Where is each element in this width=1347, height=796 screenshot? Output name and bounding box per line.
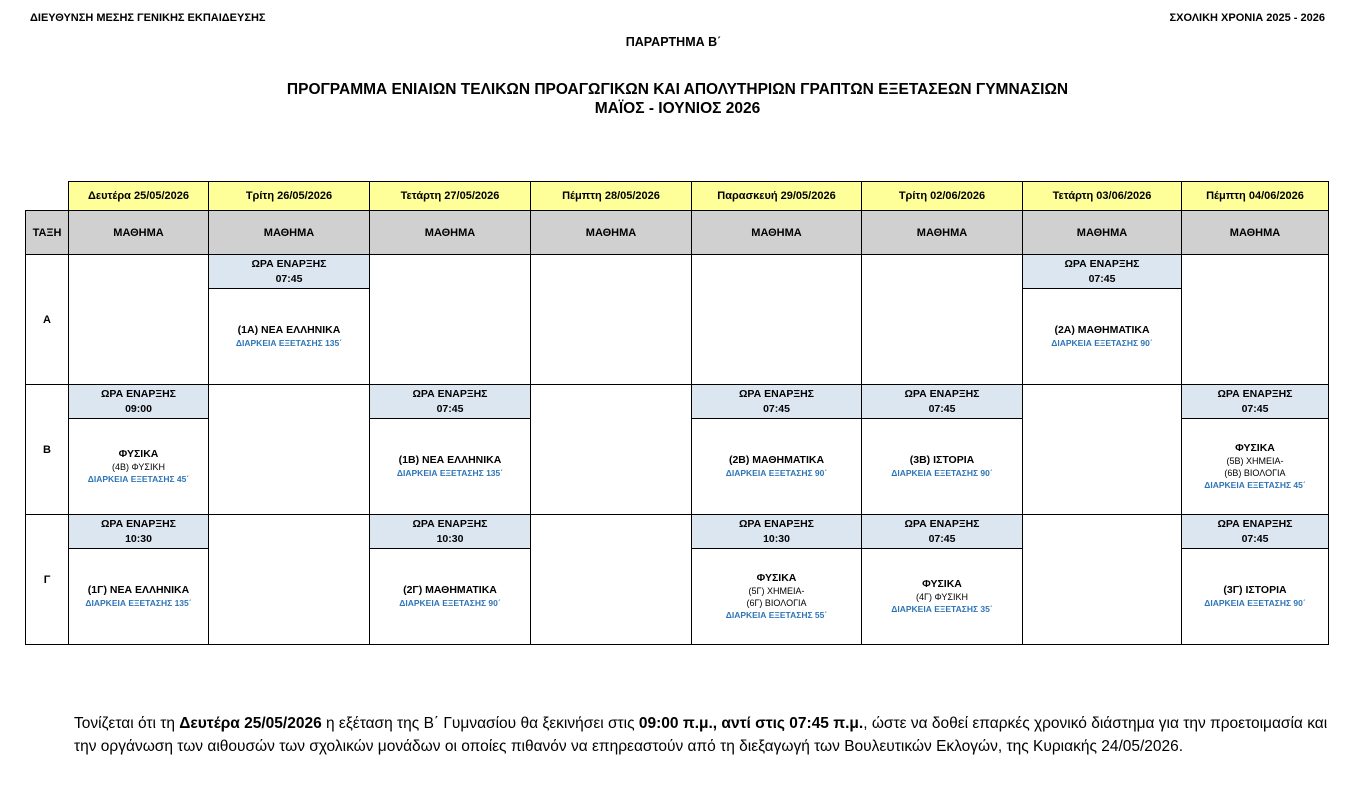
exam-cell xyxy=(1182,515,1329,645)
grade-column-header: ΤΑΞΗ xyxy=(26,211,69,255)
exam-cell xyxy=(69,515,209,645)
start-time-value: 07:45 xyxy=(928,532,956,545)
exam-duration: ΔΙΑΡΚΕΙΑ ΕΞΕΤΑΣΗΣ 55΄ xyxy=(725,610,828,620)
exam-cell-inner xyxy=(209,255,369,384)
course-subject: (4Γ) ΦΥΣΙΚΗ xyxy=(916,592,968,602)
exam-cell-inner xyxy=(1023,255,1181,384)
note-date: Δευτέρα 25/05/2026 xyxy=(179,715,322,732)
course-name: (3Β) ΙΣΤΟΡΙΑ xyxy=(909,454,975,466)
date-header: Πέμπτη 28/05/2026 xyxy=(531,182,692,211)
course-subject: (5Β) ΧΗΜΕΙΑ- xyxy=(1226,456,1284,466)
exam-cell xyxy=(69,385,209,515)
start-time-value: 10:30 xyxy=(763,532,790,545)
start-time-value: 07:45 xyxy=(763,402,790,415)
exam-cell xyxy=(692,385,862,515)
exam-details xyxy=(370,419,530,514)
exam-duration: ΔΙΑΡΚΕΙΑ ΕΞΕΤΑΣΗΣ 35΄ xyxy=(891,604,993,614)
exam-duration: ΔΙΑΡΚΕΙΑ ΕΞΕΤΑΣΗΣ 90΄ xyxy=(1051,338,1153,348)
start-time-box xyxy=(1023,255,1181,289)
note-time-change: 09:00 π.μ., αντί στις 07:45 π.μ. xyxy=(638,715,864,732)
start-time-box xyxy=(862,385,1022,419)
exam-cell xyxy=(862,515,1023,645)
exam-details xyxy=(209,289,369,384)
exam-duration: ΔΙΑΡΚΕΙΑ ΕΞΕΤΑΣΗΣ 45΄ xyxy=(1204,480,1306,490)
empty-cell xyxy=(69,255,209,385)
start-time-box xyxy=(692,515,861,549)
exam-cell-inner xyxy=(692,385,861,514)
empty-cell xyxy=(370,255,531,385)
empty-cell xyxy=(531,385,692,515)
course-name: (2Γ) ΜΑΘΗΜΑΤΙΚΑ xyxy=(403,584,497,596)
exam-details xyxy=(1023,289,1181,384)
start-time-box xyxy=(1182,385,1328,419)
start-time-box xyxy=(209,255,369,289)
course-name: ΦΥΣΙΚΑ xyxy=(756,572,797,584)
date-header: Δευτέρα 25/05/2026 xyxy=(69,182,209,211)
start-time-value: 07:45 xyxy=(275,272,303,285)
exam-details xyxy=(862,419,1022,514)
exam-duration: ΔΙΑΡΚΕΙΑ ΕΞΕΤΑΣΗΣ 45΄ xyxy=(87,474,190,484)
exam-duration: ΔΙΑΡΚΕΙΑ ΕΞΕΤΑΣΗΣ 90΄ xyxy=(399,598,501,608)
start-time-value: 07:45 xyxy=(436,402,464,415)
subject-column-header: ΜΑΘΗΜΑ xyxy=(531,211,692,255)
start-time-label: ΩΡΑ ΕΝΑΡΞΗΣ xyxy=(412,387,488,400)
start-time-label: ΩΡΑ ΕΝΑΡΞΗΣ xyxy=(739,387,814,400)
date-header: Τετάρτη 27/05/2026 xyxy=(370,182,531,211)
course-name: ΦΥΣΙΚΑ xyxy=(1235,442,1275,454)
exam-cell-inner xyxy=(370,385,530,514)
course-name: (3Γ) ΙΣΤΟΡΙΑ xyxy=(1223,584,1287,596)
grade-label: Γ xyxy=(26,515,69,645)
exam-details xyxy=(862,549,1022,644)
exam-details xyxy=(692,549,861,644)
document-title xyxy=(0,80,1347,118)
course-name: ΦΥΣΙΚΑ xyxy=(922,578,962,590)
exam-details xyxy=(370,549,530,644)
subject-header-row xyxy=(26,211,1329,255)
course-name: (2Α) ΜΑΘΗΜΑΤΙΚΑ xyxy=(1054,324,1150,336)
course-name: (1Α) ΝΕΑ ΕΛΛΗΝΙΚΑ xyxy=(237,324,341,336)
exam-cell xyxy=(692,515,862,645)
empty-cell xyxy=(209,385,370,515)
date-header: Τετάρτη 03/06/2026 xyxy=(1023,182,1182,211)
exam-cell xyxy=(370,385,531,515)
start-time-value: 07:45 xyxy=(1088,272,1116,285)
exam-details xyxy=(692,419,861,514)
start-time-box xyxy=(370,515,530,549)
empty-cell xyxy=(209,515,370,645)
exam-cell-inner xyxy=(1182,385,1328,514)
start-time-label: ΩΡΑ ΕΝΑΡΞΗΣ xyxy=(904,517,980,530)
exam-details xyxy=(69,419,208,514)
start-time-value: 07:45 xyxy=(1241,402,1269,415)
empty-cell xyxy=(1023,515,1182,645)
exam-duration: ΔΙΑΡΚΕΙΑ ΕΞΕΤΑΣΗΣ 135΄ xyxy=(85,598,192,608)
date-header: Τρίτη 02/06/2026 xyxy=(862,182,1023,211)
subject-column-header: ΜΑΘΗΜΑ xyxy=(1182,211,1329,255)
start-time-box xyxy=(370,385,530,419)
start-time-box xyxy=(692,385,861,419)
exam-cell-inner xyxy=(862,515,1022,644)
exam-cell xyxy=(1023,255,1182,385)
exam-cell xyxy=(862,385,1023,515)
exam-cell-inner xyxy=(69,515,208,644)
exam-cell-inner xyxy=(69,385,208,514)
exam-cell xyxy=(1182,385,1329,515)
school-year-heading: ΣΧΟΛΙΚΗ ΧΡΟΝΙΑ 2025 - 2026 xyxy=(1169,12,1325,24)
start-time-label: ΩΡΑ ΕΝΑΡΞΗΣ xyxy=(1064,257,1140,270)
course-subject: (6Β) ΒΙΟΛΟΓΙΑ xyxy=(1224,468,1286,478)
exam-details xyxy=(1182,549,1328,644)
start-time-label: ΩΡΑ ΕΝΑΡΞΗΣ xyxy=(739,517,814,530)
course-name: (2Β) ΜΑΘΗΜΑΤΙΚΑ xyxy=(728,454,825,466)
exam-cell-inner xyxy=(862,385,1022,514)
exam-cell-inner xyxy=(692,515,861,644)
exam-cell-inner xyxy=(370,515,530,644)
title-line-1: ΠΡΟΓΡΑΜΜΑ ΕΝΙΑΙΩΝ ΤΕΛΙΚΩΝ ΠΡΟΑΓΩΓΙΚΩΝ ΚΑΙ ΑΠΟΛΥΤΗΡΙΩΝ ΓΡΑΠΤΩΝ ΕΞΕΤΑΣΕΩΝ ΓΥΜΝΑΣΙΩΝ xyxy=(286,81,1069,98)
start-time-label: ΩΡΑ ΕΝΑΡΞΗΣ xyxy=(1217,517,1293,530)
subject-column-header: ΜΑΘΗΜΑ xyxy=(692,211,862,255)
start-time-label: ΩΡΑ ΕΝΑΡΞΗΣ xyxy=(101,387,176,400)
start-time-label: ΩΡΑ ΕΝΑΡΞΗΣ xyxy=(1217,387,1293,400)
empty-cell xyxy=(1023,385,1182,515)
empty-cell xyxy=(1182,255,1329,385)
course-subject: (5Γ) ΧΗΜΕΙΑ- xyxy=(748,586,805,596)
subject-column-header: ΜΑΘΗΜΑ xyxy=(1023,211,1182,255)
corner-blank xyxy=(26,182,69,211)
exam-duration: ΔΙΑΡΚΕΙΑ ΕΞΕΤΑΣΗΣ 135΄ xyxy=(396,468,504,478)
course-name: (1Γ) ΝΕΑ ΕΛΛΗΝΙΚΑ xyxy=(87,584,190,596)
exam-duration: ΔΙΑΡΚΕΙΑ ΕΞΕΤΑΣΗΣ 90΄ xyxy=(725,468,828,478)
start-time-value: 07:45 xyxy=(1241,532,1269,545)
empty-cell xyxy=(531,255,692,385)
course-subject: (4Β) ΦΥΣΙΚΗ xyxy=(112,462,165,472)
subject-column-header: ΜΑΘΗΜΑ xyxy=(370,211,531,255)
date-header: Τρίτη 26/05/2026 xyxy=(209,182,370,211)
start-time-value: 10:30 xyxy=(125,532,152,545)
title-line-2: ΜΑΪΟΣ - ΙΟΥΝΙΟΣ 2026 xyxy=(594,100,761,117)
grade-row xyxy=(26,385,1329,515)
start-time-label: ΩΡΑ ΕΝΑΡΞΗΣ xyxy=(904,387,980,400)
grade-row xyxy=(26,515,1329,645)
exam-duration: ΔΙΑΡΚΕΙΑ ΕΞΕΤΑΣΗΣ 90΄ xyxy=(1204,598,1306,608)
subject-column-header: ΜΑΘΗΜΑ xyxy=(209,211,370,255)
subject-column-header: ΜΑΘΗΜΑ xyxy=(69,211,209,255)
start-time-box xyxy=(69,385,208,419)
exam-duration: ΔΙΑΡΚΕΙΑ ΕΞΕΤΑΣΗΣ 135΄ xyxy=(235,338,343,348)
directorate-heading: ΔΙΕΥΘΥΝΣΗ ΜΕΣΗΣ ΓΕΝΙΚΗΣ ΕΚΠΑΙΔΕΥΣΗΣ xyxy=(30,12,266,24)
start-time-value: 09:00 xyxy=(125,402,152,415)
course-name: ΦΥΣΙΚΑ xyxy=(118,448,159,460)
start-time-box xyxy=(1182,515,1328,549)
grade-label: Α xyxy=(26,255,69,385)
date-header: Παρασκευή 29/05/2026 xyxy=(692,182,862,211)
annex-label: ΠΑΡΑΡΤΗΜΑ Β΄ xyxy=(625,35,722,49)
date-header: Πέμπτη 04/06/2026 xyxy=(1182,182,1329,211)
exam-duration: ΔΙΑΡΚΕΙΑ ΕΞΕΤΑΣΗΣ 90΄ xyxy=(891,468,993,478)
start-time-value: 07:45 xyxy=(928,402,956,415)
course-name: (1Β) ΝΕΑ ΕΛΛΗΝΙΚΑ xyxy=(398,454,502,466)
start-time-label: ΩΡΑ ΕΝΑΡΞΗΣ xyxy=(101,517,176,530)
exam-schedule-table xyxy=(25,181,1329,645)
date-header-row xyxy=(26,182,1329,211)
start-time-box xyxy=(862,515,1022,549)
exam-cell xyxy=(370,515,531,645)
exam-details xyxy=(1182,419,1328,514)
course-subject: (6Γ) ΒΙΟΛΟΓΙΑ xyxy=(746,598,807,608)
grade-row xyxy=(26,255,1329,385)
footnote: Τονίζεται ότι τη Δευτέρα 25/05/2026 η εξέταση της Β΄ Γυμνασίου θα ξεκινήσει στις 09:00 π.μ., αντί στις 07:45 π.μ., ώστε να δοθεί επαρκές χρονικό διάστημα για την προετοιμασία και την οργάνωση των αιθουσών των σχολικών μονάδων οι οποίες πιθανόν να επηρεαστούν από τη διεξαγωγή των Βουλευτικών Εκλογών, της Κυριακής 24/05/2026. xyxy=(74,715,1328,755)
start-time-box xyxy=(69,515,208,549)
start-time-label: ΩΡΑ ΕΝΑΡΞΗΣ xyxy=(251,257,327,270)
start-time-label: ΩΡΑ ΕΝΑΡΞΗΣ xyxy=(412,517,488,530)
exam-cell xyxy=(209,255,370,385)
subject-column-header: ΜΑΘΗΜΑ xyxy=(862,211,1023,255)
start-time-value: 10:30 xyxy=(436,532,464,545)
empty-cell xyxy=(692,255,862,385)
grade-label: Β xyxy=(26,385,69,515)
empty-cell xyxy=(531,515,692,645)
empty-cell xyxy=(862,255,1023,385)
exam-details xyxy=(69,549,208,644)
exam-cell-inner xyxy=(1182,515,1328,644)
